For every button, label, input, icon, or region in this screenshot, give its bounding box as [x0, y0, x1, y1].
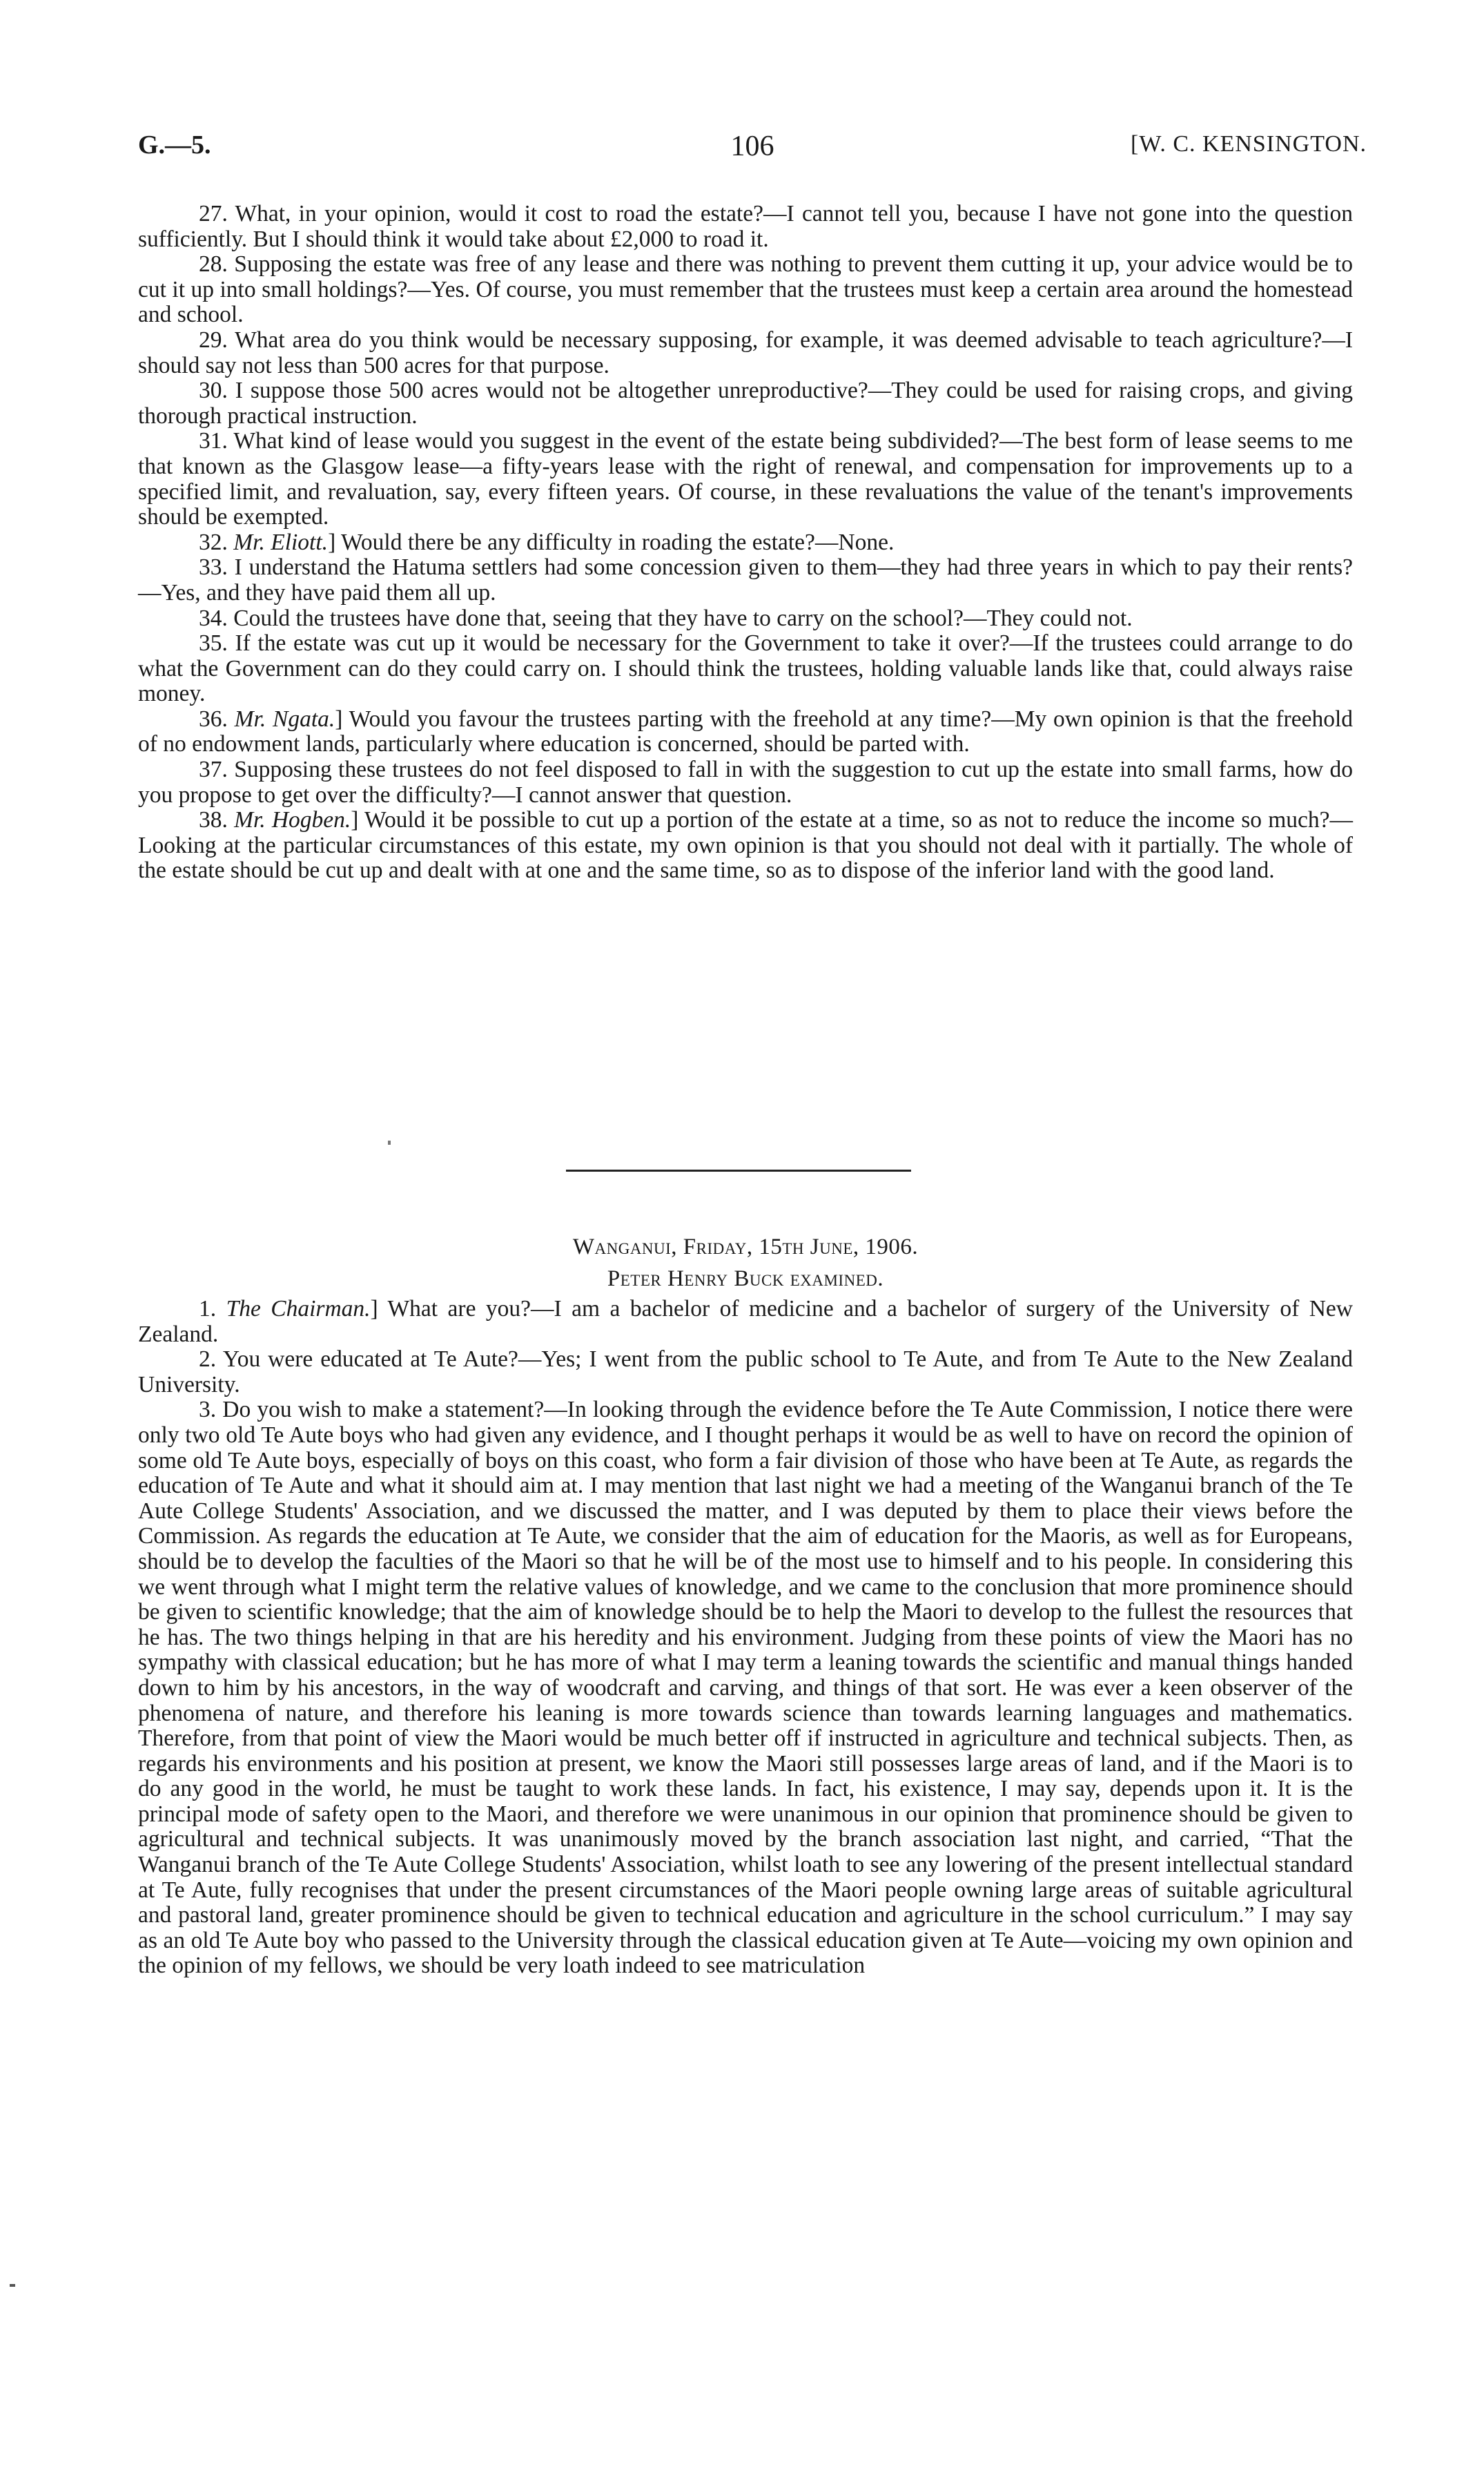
question-38: 38. Mr. Hogben.] Would it be possible to cut up a portion of the estate at a time, so as not to reduce the income so much?—Looking at the particular circumstances of this estate, my own opinion is that you should not deal with it partially. The whole of the estate should be cut up and dealt with at one and the same time, so as to dispose of the inferior land with the good land. — [138, 807, 1353, 884]
question-1: 1. The Chairman.] What are you?—I am a bachelor of medicine and a bachelor of surgery of the University of New Zealand. — [138, 1296, 1353, 1347]
page-number: 106 — [730, 130, 774, 162]
question-36: 36. Mr. Ngata.] Would you favour the trustees parting with the freehold at any time?—My own opinion is that the freehold of no endowment lands, particularly where education is concerned, should be parted with. — [138, 706, 1354, 757]
witness-running-head: [W. C. KENSINGTON. — [1131, 131, 1367, 157]
question-37: 37. Supposing these trustees do not feel disposed to fall in with the suggestion to cut up the estate into small farms, how do you propose to get over the difficulty?—I cannot answer that question. — [138, 757, 1353, 808]
question-33: 33. I understand the Hatuma settlers had some concession given to them—they had three years in which to pay their rents?—Yes, and they have paid them all up. — [138, 554, 1353, 606]
witness-heading: Peter Henry Buck examined. — [607, 1266, 884, 1291]
question-30: 30. I suppose those 500 acres would not be altogether unreproductive?—They could be used for raising crops, and giving thorough practical instruction. — [138, 378, 1353, 429]
document-reference: G.—5. — [138, 130, 211, 159]
question-29: 29. What area do you think would be necessary supposing, for example, it was deemed advisable to teach agriculture?—I should say not less than 500 acres for that purpose. — [138, 327, 1353, 378]
section-divider — [566, 1170, 911, 1172]
question-27: 27. What, in your opinion, would it cost to road the estate?—I cannot tell you, because I have not gone into the question sufficiently. But I should think it would take about £2,000 to road it. — [138, 201, 1353, 252]
question-2: 2. You were educated at Te Aute?—Yes; I went from the public school to Te Aute, and from Te Aute to the New Zealand University. — [138, 1346, 1353, 1397]
evidence-section-kensington — [138, 202, 1353, 884]
print-speck — [388, 1141, 391, 1145]
question-31: 31. What kind of lease would you suggest in the event of the estate being subdivided?—The best form of lease seems to me that known as the Glasgow lease—a fifty-years lease with the right of renewal, and compensation for improvements up to a specified limit, and revaluation, say, every fifteen years. Of course, in these revaluations the value of the tenant's improvements should be exempted. — [138, 428, 1353, 530]
page-header — [138, 130, 1367, 171]
evidence-section-buck — [138, 1297, 1353, 1979]
margin-mark — [10, 2284, 15, 2287]
question-3: 3. Do you wish to make a statement?—In looking through the evidence before the Te Aute Commission, I notice there were only two old Te Aute boys who had given any evidence, and I thought perhaps it would be as well to have on record the opinion of some old Te Aute boys, especially of boys on this coast, who form a fair division of those who have been at Te Aute, as regards the education of Te Aute and what it should aim at. I may mention that last night we had a meeting of the Wanganui branch of the Te Aute College Students' Association, and we discussed the matter, and I was deputed by them to place their views before the Commission. As regards the education at Te Aute, we consider that the aim of education for the Maoris, as well as for Europeans, should be to develop the faculties of the Maori so that he will be of the most use to himself and to his people. In considering this we went through what I might term the relative values of knowledge, and we came to the conclusion that more prominence should be given to scientific knowledge; that the aim of knowledge should be to help the Maori to develop to the fullest the resources that he has. The two things helping in that are his heredity and his environment. Judging from these points of view the Maori has no sympathy with classical education; but he has more of what I may term a leaning towards the scientific and manual things handed down to him by his ancestors, in the way of woodcraft and carving, and things of that sort. He was ever a keen observer of the phenomena of nature, and therefore his leaning is more towards science than towards learning languages and mathematics. Therefore, from that point of view the Maori would be much better off if instructed in agriculture and technical subjects. Then, as regards his environments and his position at present, we know the Maori still possesses large areas of land, and if the Maori is to do any good in the world, he must be taught to work these lands. In fact, his existence, I may say, depends upon it. It is the principal mode of safety open to the Maori, and therefore we were unanimous in our opinion that prominence should be given to agricultural and technical subjects. It was unanimously moved by the branch association last night, and carried, “That the Wanganui branch of the Te Aute College Students' Association, whilst loath to see any lowering of the present intellectual standard at Te Aute, fully recognises that under the present circumstances of the Maori people owning large areas of suitable agricultural and pastoral land, greater prominence should be given to technical education and agriculture in the school curriculum.” I may say as an old Te Aute boy who passed to the University through the classical education given at Te Aute—voicing my own opinion and the opinion of my fellows, we should be very loath indeed to see matriculation — [138, 1397, 1353, 1979]
question-28: 28. Supposing the estate was free of any lease and there was nothing to prevent them cutting it up, your advice would be to cut it up into small holdings?—Yes. Of course, you must remember that the trustees must keep a certain area around the homestead and school. — [138, 251, 1353, 328]
question-34: 34. Could the trustees have done that, seeing that they have to carry on the school?—They could not. — [199, 605, 1133, 631]
speaker-name: Mr. Ngata. — [234, 706, 335, 732]
speaker-name: Mr. Eliott. — [233, 529, 329, 555]
question-32: 32. Mr. Eliott.] Would there be any difficulty in roading the estate?—None. — [199, 529, 895, 555]
speaker-name: Mr. Hogben. — [234, 807, 351, 833]
speaker-name: The Chairman. — [226, 1296, 371, 1322]
question-35: 35. If the estate was cut up it would be necessary for the Government to take it over?—If the trustees could arrange to do what the Government can do they could carry on. I should think the trustees, holding valuable lands like that, could always raise money. — [138, 630, 1353, 707]
session-dateline: Wanganui, Friday, 15th June, 1906. — [572, 1235, 919, 1259]
